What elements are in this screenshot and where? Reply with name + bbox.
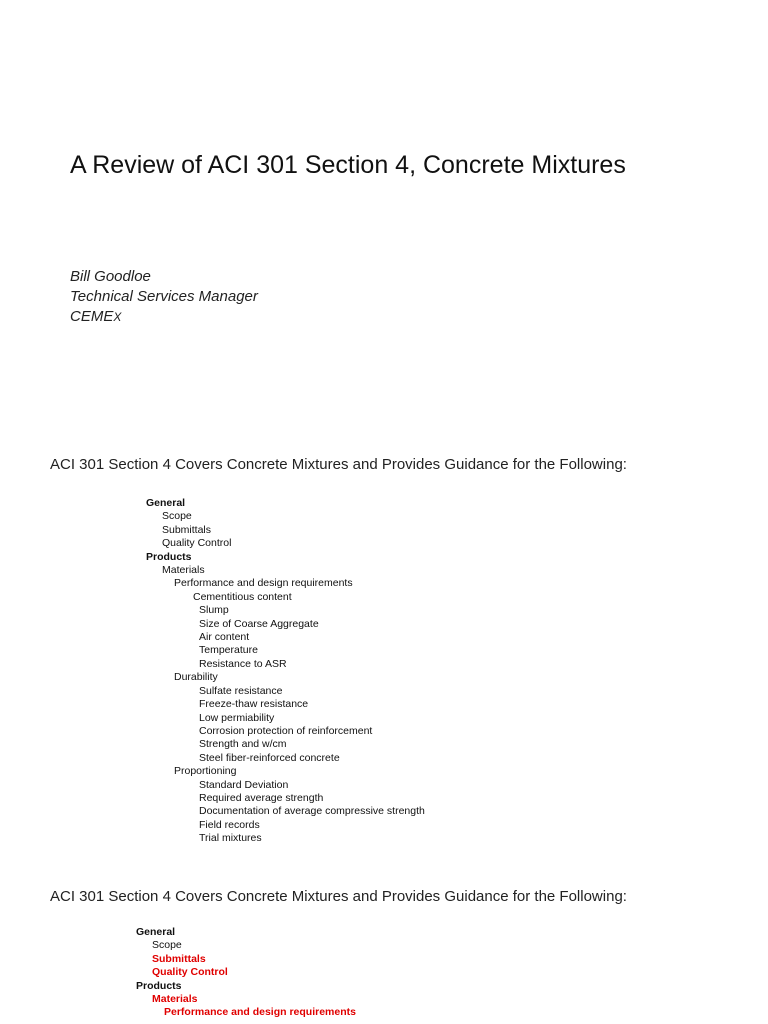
outline-item: Low permiability	[199, 711, 275, 724]
author-role: Technical Services Manager	[70, 288, 258, 305]
company-name-suffix: X	[113, 310, 122, 324]
outline-item: Corrosion protection of reinforcement	[199, 724, 373, 737]
outline-item: Size of Coarse Aggregate	[199, 617, 319, 630]
outline-item: Documentation of average compressive strength	[199, 805, 425, 818]
outline-item: Temperature	[199, 644, 258, 657]
outline-item: Performance and design requirements	[164, 1006, 356, 1019]
outline-item: Cementitious content	[193, 590, 292, 603]
outline-item: Strength and w/cm	[199, 738, 287, 751]
outline-item: Sulfate resistance	[199, 684, 283, 697]
outline-item: Scope	[152, 939, 182, 952]
outline-item: Quality Control	[152, 966, 228, 979]
author-name: Bill Goodloe	[70, 268, 151, 285]
outline-item: Field records	[199, 818, 260, 831]
slide-heading-highlighted: ACI 301 Section 4 Covers Concrete Mixtures and Provides Guidance for the Following:	[50, 888, 627, 905]
outline-item: Slump	[199, 604, 229, 617]
topic-outline	[146, 497, 425, 846]
slide-heading: ACI 301 Section 4 Covers Concrete Mixtures and Provides Guidance for the Following:	[50, 456, 627, 473]
outline-item: Resistance to ASR	[199, 657, 287, 670]
outline-item: General	[136, 926, 176, 938]
outline-item: Quality Control	[162, 537, 232, 550]
topic-outline-highlighted	[136, 926, 356, 1020]
outline-item: Scope	[162, 510, 192, 523]
company-name-main: CEME	[70, 308, 114, 325]
slide-title: A Review of ACI 301 Section 4, Concrete Mixtures	[70, 151, 626, 179]
outline-item: Air content	[199, 631, 250, 644]
outline-item: Submittals	[162, 523, 212, 536]
outline-item: Performance and design requirements	[174, 577, 353, 590]
outline-item: Standard Deviation	[199, 778, 289, 791]
outline-item: Products	[136, 979, 182, 992]
outline-item: Durability	[174, 671, 218, 684]
outline-item: Products	[146, 550, 192, 563]
outline-item: Materials	[162, 564, 205, 577]
author-block	[70, 267, 258, 327]
outline-item: Freeze-thaw resistance	[199, 698, 309, 711]
company-name	[70, 307, 258, 327]
outline-item: Submittals	[152, 952, 206, 965]
outline-item: Required average strength	[199, 791, 324, 804]
outline-item: Trial mixtures	[199, 832, 262, 845]
outline-item: General	[146, 497, 186, 509]
outline-item: Materials	[152, 993, 198, 1006]
outline-item: Proportioning	[174, 765, 237, 778]
outline-item: Steel fiber-reinforced concrete	[199, 751, 340, 764]
